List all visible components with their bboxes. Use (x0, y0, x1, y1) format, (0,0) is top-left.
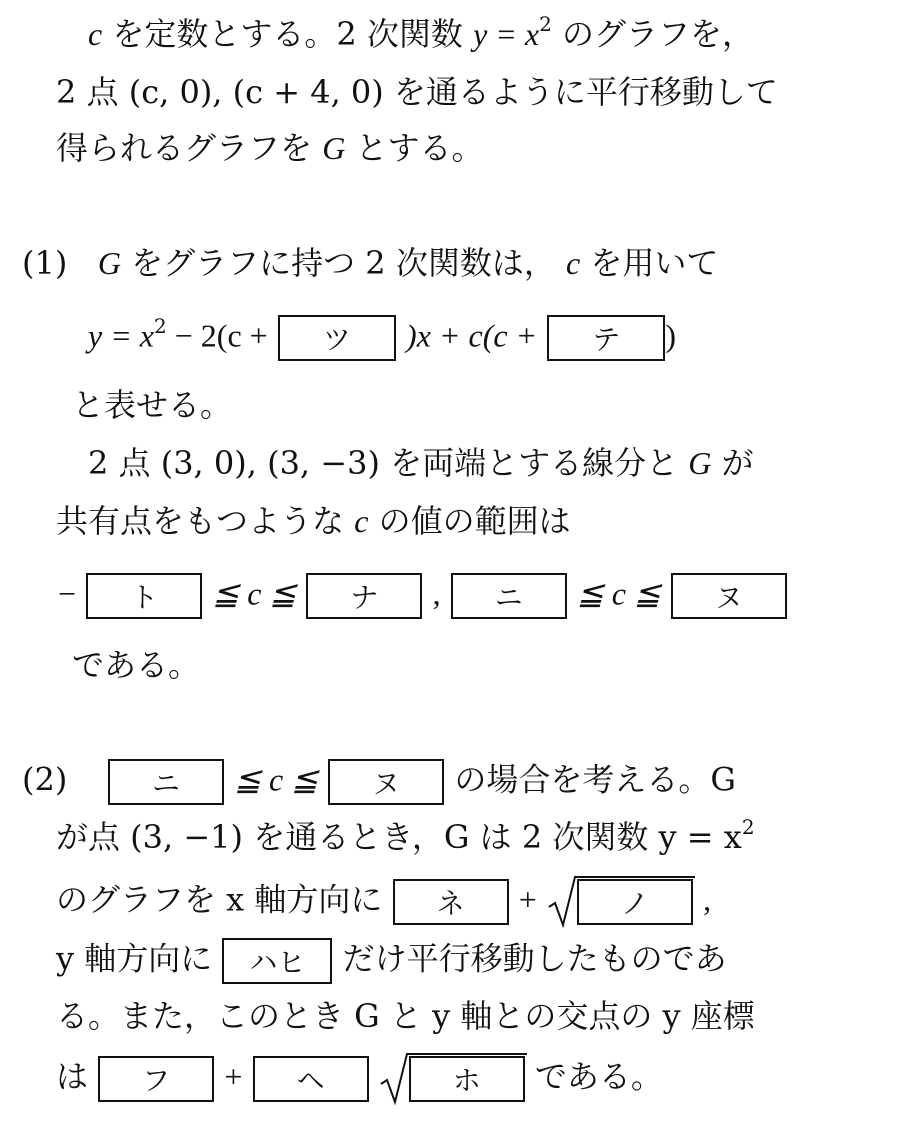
part1-line-seg-1 (88, 443, 754, 483)
answer-box-ho[interactable]: ホ (409, 1056, 525, 1102)
part2-label: (2) (22, 760, 68, 799)
part2-case-text: の場合を考える。G (454, 760, 736, 799)
exp-2: 2 (741, 815, 755, 839)
part2-ineq: ≦ c ≦ (234, 761, 319, 798)
eq-mid: − 2(c + (166, 317, 268, 354)
minus-sign: − (58, 575, 77, 612)
intro-line-1 (88, 14, 754, 58)
part1-seg-text-2: 共有点をもつような (56, 502, 345, 540)
range-ineq-1: ≦ c ≦ (212, 575, 297, 612)
intro-line-3 (56, 128, 483, 168)
var-c: c (566, 245, 581, 281)
sqrt-sign-icon (547, 873, 697, 933)
var-G: G (97, 245, 121, 281)
var-c: c (88, 16, 103, 52)
exp-2: 2 (154, 313, 167, 338)
part2-text-4a: y 軸方向に (56, 939, 213, 978)
range-ineq-2: ≦ c ≦ (576, 575, 661, 612)
part1-line-seg-2 (56, 501, 571, 541)
answer-box-ni-2[interactable]: ニ (108, 759, 224, 805)
part1-seg-text-1b: が (721, 444, 754, 482)
eq-mid2: )x + c(c + (406, 317, 538, 354)
part2-text-4b: だけ平行移動したものであ (342, 939, 727, 978)
var-G: G (322, 130, 346, 166)
answer-box-ni[interactable]: ニ (451, 573, 567, 619)
eq-yx2: y = x (473, 16, 540, 52)
part1-label: (1) (22, 244, 68, 282)
plus-sign: + (518, 881, 537, 918)
answer-box-nu-2[interactable]: ヌ (328, 759, 444, 805)
answer-box-no[interactable]: ノ (577, 879, 693, 925)
answer-box-tsu[interactable]: ツ (278, 315, 396, 361)
part2-text-6b: である。 (534, 1057, 663, 1096)
part2-line-6 (56, 1056, 663, 1102)
exp-2: 2 (539, 12, 552, 36)
answer-box-na[interactable]: ナ (306, 573, 422, 619)
answer-box-ne[interactable]: ネ (393, 879, 509, 925)
answer-box-to[interactable]: ト (86, 573, 202, 619)
answer-box-te[interactable]: テ (547, 315, 665, 361)
range-comma: , (432, 575, 441, 612)
part2-text-2: が点 (3, −1) を通るとき，G は 2 次関数 y = x (56, 818, 742, 856)
intro-text-3a: 得られるグラフを (56, 129, 313, 167)
part1-line-represent (72, 385, 232, 425)
part1-represent-text: と表せる。 (72, 386, 233, 424)
part1-is-text: である。 (72, 646, 201, 684)
var-c: c (354, 503, 369, 539)
part2-line-3 (56, 879, 711, 925)
sqrt-ho (379, 1056, 525, 1102)
part2-text-3a: のグラフを x 軸方向に (56, 880, 383, 919)
part1-text-1b: を用いて (590, 244, 719, 282)
part1-line-1 (22, 243, 718, 283)
part1-line-is (72, 645, 200, 685)
part1-range-line (58, 573, 787, 619)
part2-line-4 (56, 938, 727, 984)
answer-box-nu[interactable]: ヌ (671, 573, 787, 619)
sqrt-no (547, 879, 693, 925)
answer-box-he[interactable]: ヘ (253, 1056, 369, 1102)
answer-box-fu[interactable]: フ (98, 1056, 214, 1102)
part1-text-1: をグラフに持つ 2 次関数は， (131, 244, 556, 282)
intro-text-3b: とする。 (355, 129, 484, 167)
sqrt-sign-icon (379, 1050, 529, 1110)
part1-equation (88, 315, 676, 361)
part2-text-5: る。また，このとき G と y 軸との交点の y 座標 (56, 997, 755, 1035)
var-G: G (688, 445, 712, 481)
intro-text-1b: のグラフを， (562, 15, 755, 53)
part2-line-5 (56, 996, 755, 1036)
answer-box-hahi[interactable]: ハヒ (222, 938, 332, 984)
part2-line-1 (22, 759, 736, 805)
intro-text-2: 2 点 (c, 0), (c + 4, 0) を通るように平行移動して (56, 73, 778, 111)
part1-seg-text-2b: の値の範囲は (378, 502, 571, 540)
part2-comma: , (703, 881, 712, 918)
eq-end: ) (665, 317, 676, 354)
intro-line-2 (56, 72, 778, 112)
plus-sign: + (224, 1058, 243, 1095)
part2-line-2 (56, 817, 755, 861)
intro-text-1a: を定数とする。2 次関数 (112, 15, 463, 53)
part2-text-6a: は (56, 1057, 89, 1096)
part1-seg-text-1: 2 点 (3, 0), (3, −3) を両端とする線分と (88, 444, 679, 482)
eq-left: y = x (88, 317, 154, 354)
